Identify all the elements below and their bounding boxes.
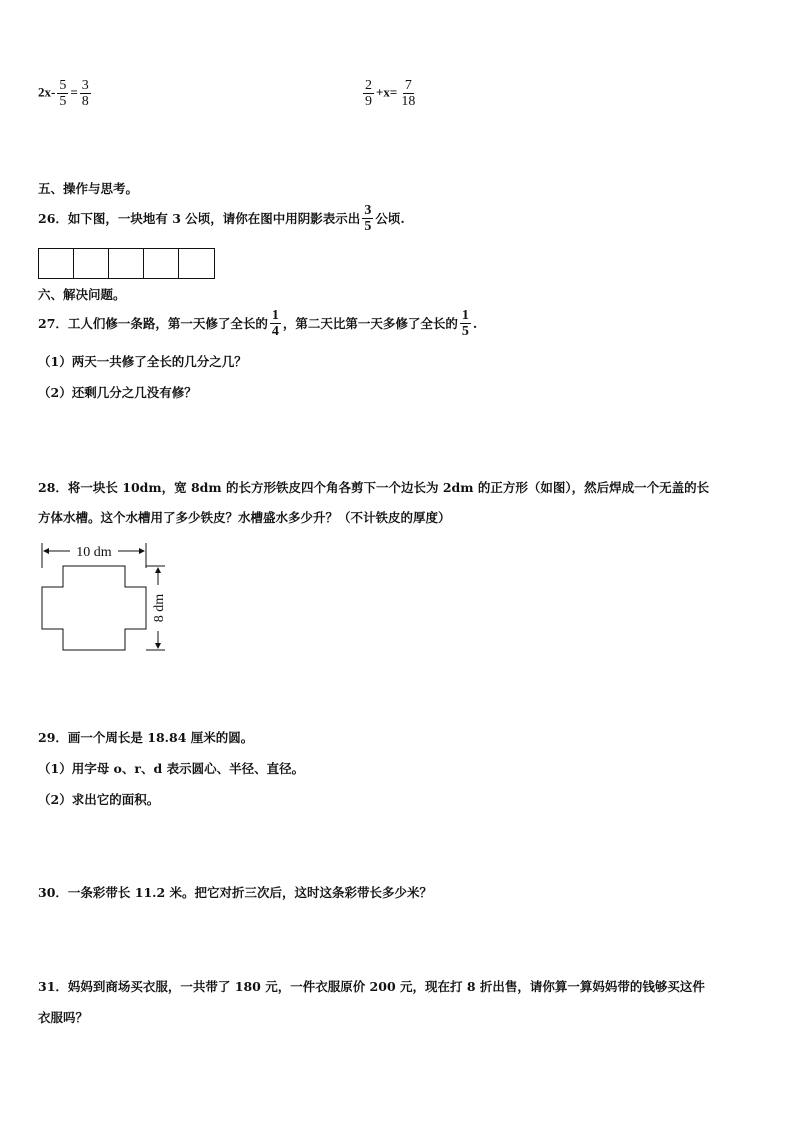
land-grid-cell-3[interactable] (109, 249, 144, 278)
question-27-text-b: ，第二天比第一天多修了全长的 (282, 315, 458, 331)
question-27-sub-2: （2）还剩几分之几没有修？ (38, 385, 197, 400)
arrow-left (43, 548, 49, 554)
arrow-down (155, 643, 161, 649)
land-grid-cell-5[interactable] (179, 249, 214, 278)
question-27-text-a: 27．工人们修一条路，第一天修了全长的 (38, 315, 268, 331)
question-27 (38, 308, 477, 339)
cross-outline (42, 566, 146, 650)
section-6-title: 六、解决问题。 (38, 287, 126, 302)
width-label: 10 dm (76, 545, 112, 560)
land-grid[interactable] (38, 248, 215, 279)
question-29-sub-1: （1）用字母 o、r、d 表示圆心、半径、直径。 (38, 761, 305, 776)
question-27-text-c: . (472, 315, 478, 331)
question-31-line-2: 衣服吗？ (38, 1010, 89, 1025)
equation-right-fraction-1: $\frac{2}{9}$ (365, 78, 372, 109)
question-26-fraction: $\frac{3}{5}$ (364, 203, 372, 234)
question-27-fraction-1: $\frac{1}{4}$ (271, 308, 279, 339)
question-29: 29．画一个周长是 18.84 厘米的圆。 (38, 730, 254, 745)
question-26-text-b: 公顷. (375, 210, 405, 226)
equation-left (38, 78, 93, 109)
question-26 (38, 203, 405, 234)
question-28-line-1: 28．将一块长 10dm，宽 8dm 的长方形铁皮四个角各剪下一个边长为 2dm 的正方形（如图），然后焊成一个无盖的长 (38, 480, 710, 495)
equation-left-fraction-2: $\frac{3}{8}$ (81, 78, 89, 109)
equation-left-equals: = (70, 84, 78, 100)
land-grid-cell-2[interactable] (74, 249, 109, 278)
question-26-text-a: 26．如下图，一块地有 3 公顷，请你在图中用阴影表示出 (38, 210, 361, 226)
arrow-up (155, 567, 161, 573)
question-30: 30．一条彩带长 11.2 米。把它对折三次后，这时这条彩带长多少米？ (38, 885, 433, 900)
question-29-sub-2: （2）求出它的面积。 (38, 792, 160, 807)
arrow-right (139, 548, 145, 554)
question-27-sub-1: （1）两天一共修了全长的几分之几？ (38, 354, 247, 369)
section-5-title: 五、操作与思考。 (38, 181, 139, 196)
equation-left-prefix: 2x- (38, 84, 56, 100)
question-28-line-2: 方体水槽。这个水槽用了多少铁皮？水槽盛水多少升？（不计铁皮的厚度） (38, 510, 451, 525)
equation-right (361, 78, 419, 109)
question-31-line-1: 31．妈妈到商场买衣服，一共带了 180 元，一件衣服原价 200 元，现在打 8 折出售，请你算一算妈妈带的钱够买这件 (38, 979, 705, 994)
equation-left-fraction-1: $\frac{5}{5}$ (59, 78, 67, 109)
tank-sheet-figure (30, 535, 180, 660)
land-grid-cell-1[interactable] (39, 249, 74, 278)
equation-right-fraction-2: $\frac{7}{18}$ (401, 78, 416, 109)
equation-right-mid: +x= (376, 84, 398, 100)
question-27-fraction-2: $\frac{1}{5}$ (461, 308, 469, 339)
height-label: 8 dm (152, 593, 167, 623)
land-grid-cell-4[interactable] (144, 249, 179, 278)
